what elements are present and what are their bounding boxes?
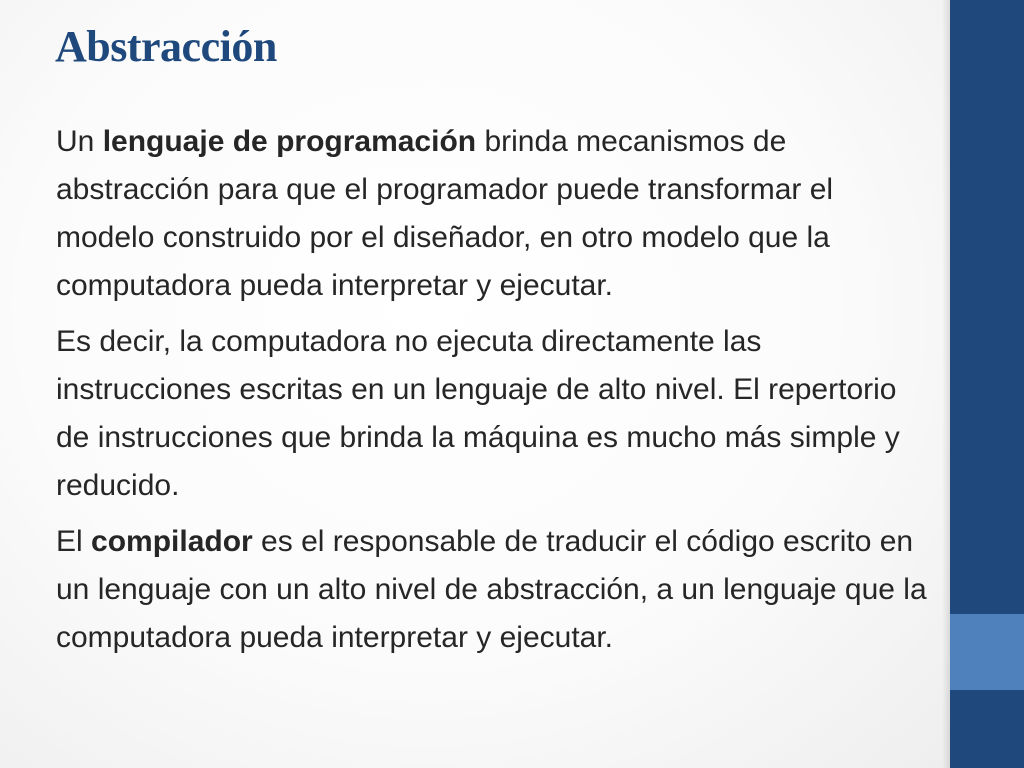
slide-edge-shadow	[942, 0, 950, 768]
paragraph-es-decir: Es decir, la computadora no ejecuta directamente las instrucciones escritas en un lenguaje de alto nivel. El repertorio de instrucciones que brinda la máquina es mucho más simple y reducido.	[56, 325, 900, 502]
term-compilador: compilador	[91, 525, 253, 558]
paragraph-3-rest: es el responsable de traducir el código escrito en un lenguaje con un alto nivel de abstracción, a un lenguaje que la computadora pueda interpretar y ejecutar.	[56, 525, 927, 654]
term-lenguaje-de-programacion: lenguaje de programación	[102, 125, 477, 158]
paragraph-1-rest: brinda mecanismos de abstracción para que el programador puede transformar el modelo construido por el diseñador, en otro modelo que la computadora pueda interpretar y ejecutar.	[56, 125, 834, 302]
slide-title: Abstracción	[55, 22, 277, 71]
side-bar-accent	[950, 614, 1024, 690]
slide-content	[56, 118, 934, 670]
paragraph-compilador	[56, 518, 934, 662]
paragraph-lenguaje	[56, 118, 934, 310]
paragraph-1-lead: Un	[56, 125, 103, 158]
paragraph-3-lead: El	[56, 525, 92, 558]
